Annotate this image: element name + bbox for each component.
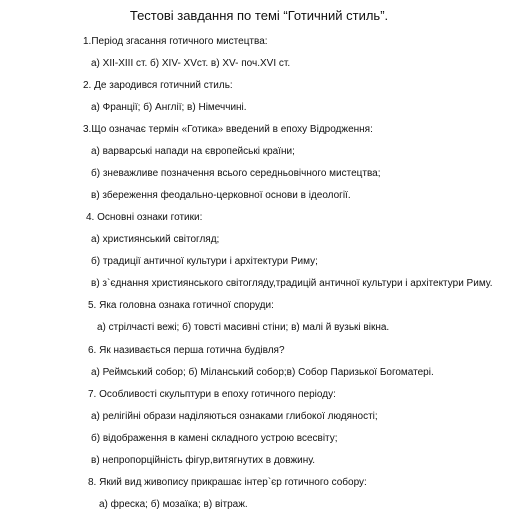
answer-7a: а) релігійні образи наділяються ознаками глибокої людяності; (91, 411, 378, 422)
document-title: Тестові завдання по темі “Готичний стиль”. (129, 8, 389, 23)
answer-3b: б) зневажливе позначення всього середньовічного мистецтва; (91, 168, 381, 179)
question-8: 8. Який вид живопису прикрашає інтер`єр готичного собору: (88, 477, 367, 488)
answer-3a: а) варварські напади на європейські країни; (91, 146, 295, 157)
question-3: 3.Що означає термін «Готика» введений в епоху Відродження: (83, 124, 373, 135)
answers-5: а) стрілчасті вежі; б) товсті масивні стіни; в) малі й вузькі вікна. (97, 322, 390, 333)
answer-4b: б) традиції античної культури і архітектури Риму; (91, 256, 318, 267)
answer-3c: в) збереження феодально-церковної основи в ідеології. (91, 190, 351, 201)
question-5: 5. Яка головна ознака готичної споруди: (88, 300, 274, 311)
question-7: 7. Особливості скульптури в епоху готичного періоду: (88, 389, 336, 400)
answer-7b: б) відображення в камені складного устрою всесвіту; (91, 433, 338, 444)
question-2: 2. Де зародився готичний стиль: (83, 80, 233, 91)
answer-7c: в) непропорційність фігур,витягнутих в довжину. (91, 455, 316, 466)
question-6: 6. Як називається перша готична будівля? (88, 345, 285, 356)
question-4: 4. Основні ознаки готики: (86, 212, 203, 223)
question-1: 1.Період згасання готичного мистецтва: (83, 36, 268, 47)
answers-1: а) XII-XIII ст. б) XIV- XVст. в) XV- поч.XVI ст. (91, 58, 291, 69)
answers-6: а) Реймський собор; б) Міланський собор;в) Собор Паризької Богоматері. (91, 367, 434, 378)
answer-4c: в) з`єднання християнського світогляду,традицій античної культури і архітектури Риму. (91, 278, 493, 289)
answer-4a: а) християнський світогляд; (91, 234, 220, 245)
answers-8: а) фреска; б) мозаїка; в) вітраж. (99, 499, 248, 510)
answers-2: а) Франції; б) Англії; в) Німеччині. (91, 102, 247, 113)
